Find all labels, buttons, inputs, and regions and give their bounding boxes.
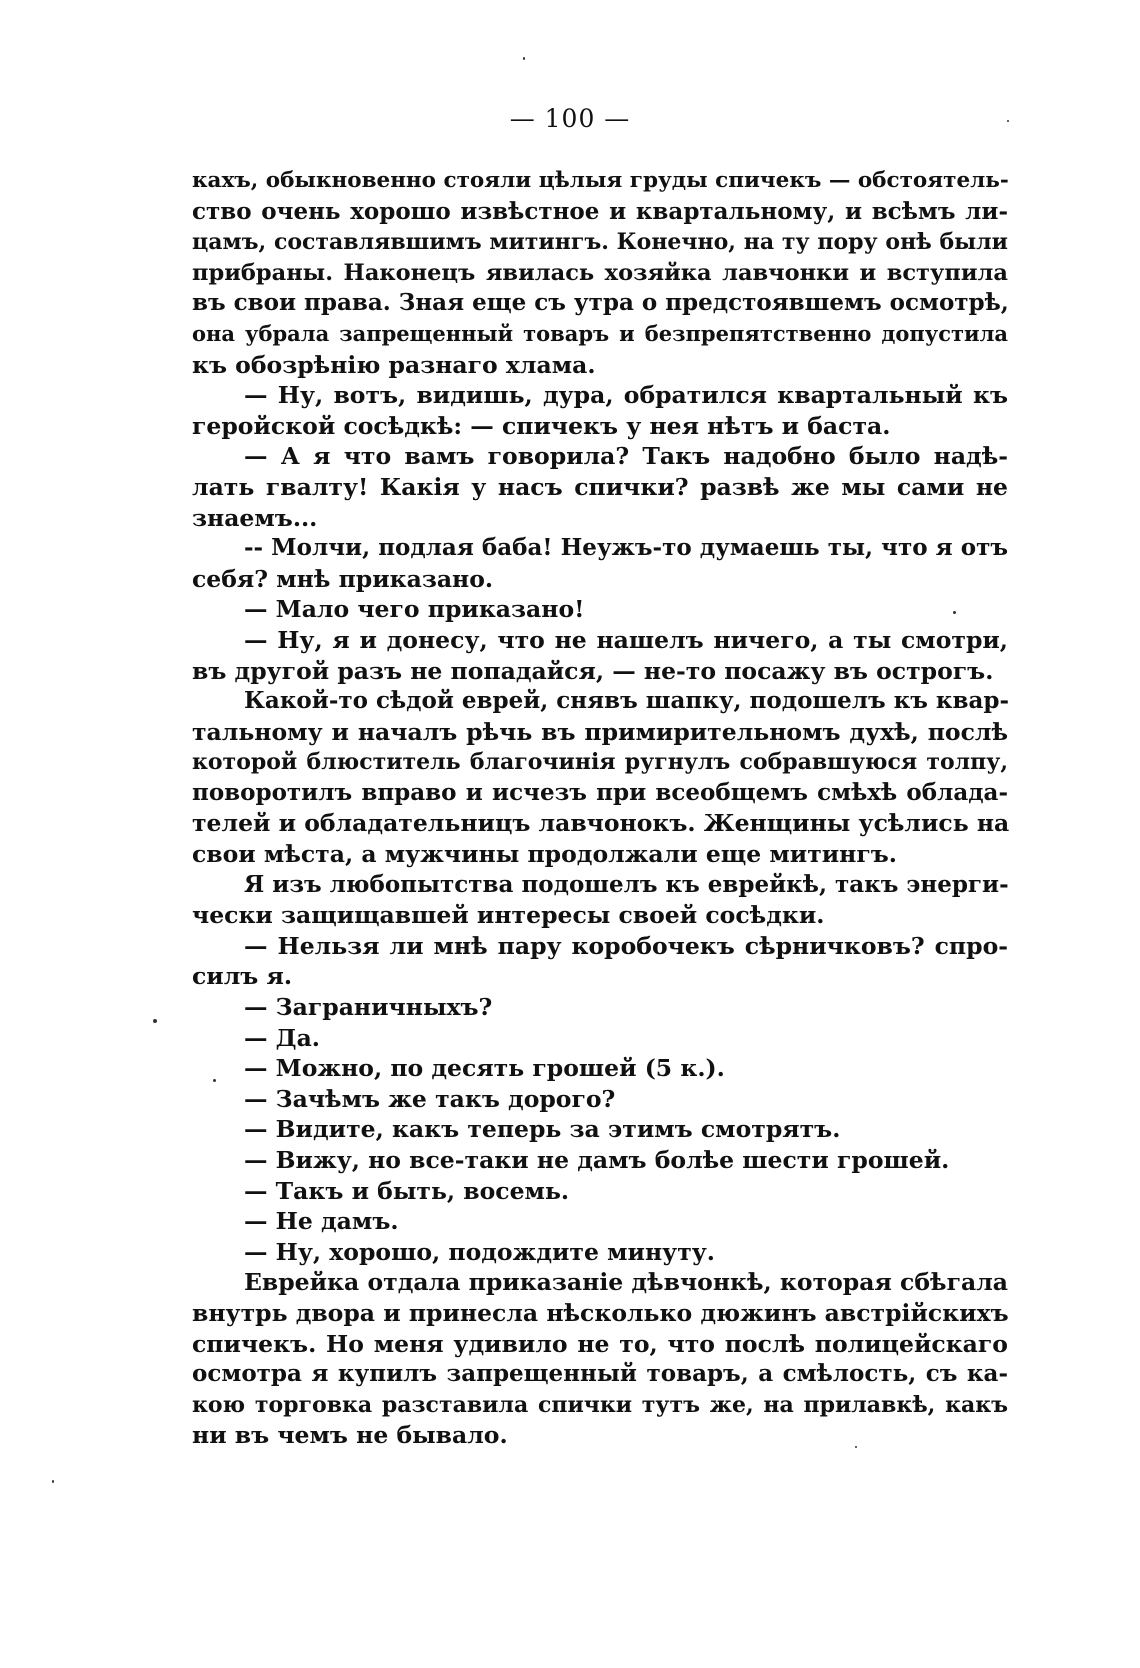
print-speck (855, 1446, 857, 1448)
text-line: — Не дамъ. (244, 1207, 399, 1236)
text-line: лать гвалту! Какія у насъ спички? развѣ же мы сами не (192, 472, 1008, 501)
text-line: знаемъ... (192, 503, 318, 532)
text-line: Я изъ любопытства подошелъ къ еврейкѣ, такъ энерги- (244, 870, 1009, 898)
text-line: — Зачѣмъ же такъ дорого? (244, 1084, 616, 1113)
text-line: — А я что вамъ говорила? Такъ надобно было надѣ- (244, 442, 1008, 471)
text-line: ство очень хорошо извѣстное и квартальному, и всѣмъ ли- (192, 197, 1008, 225)
print-speck (153, 1019, 157, 1023)
text-line: свои мѣста, а мужчины продолжали еще митингъ. (192, 840, 897, 869)
text-line: Еврейка отдала приказаніе дѣвчонкѣ, которая сбѣгала (244, 1268, 1008, 1297)
text-line: чески защищавшей интересы своей сосѣдки. (192, 901, 825, 930)
text-line: — Ну, хорошо, подождите минуту. (244, 1237, 715, 1266)
text-line: силъ я. (192, 962, 293, 991)
text-line: — Можно, по десять грошей (5 к.). (244, 1054, 725, 1083)
text-line: тальному и началъ рѣчь въ примирительномъ духѣ, послѣ (192, 717, 1008, 746)
text-line: въ свои права. Зная еще съ утра о предстоявшемъ осмотрѣ, (192, 289, 1009, 317)
text-line: внутрь двора и принесла нѣсколько дюжинъ австрійскихъ (192, 1298, 1009, 1327)
print-speck (1007, 120, 1009, 122)
text-line: — Нельзя ли мнѣ пару коробочекъ сѣрничковъ? спро- (244, 931, 1008, 960)
body-text (192, 166, 1008, 1451)
text-line: — Вижу, но все-таки не дамъ болѣе шести грошей. (244, 1146, 950, 1174)
text-line: — Такъ и быть, восемь. (244, 1176, 570, 1205)
text-line: она убрала запрещенный товаръ и безпрепятственно допустила (192, 320, 1008, 346)
text-line: телей и обладательницъ лавчонокъ. Женщины усѣлись на (192, 809, 1010, 838)
text-line: геройской сосѣдкѣ: — спичекъ у нея нѣтъ и баста. (192, 411, 891, 440)
text-line: цамъ, составлявшимъ митингъ. Конечно, на ту пору онѣ были (192, 229, 1008, 256)
text-line: къ обозрѣнію разнаго хлама. (192, 350, 596, 379)
text-line: прибраны. Наконецъ явилась хозяйка лавчонки и вступила (192, 259, 1008, 286)
text-line: — Ну, я и донесу, что не нашелъ ничего, а ты смотри, (244, 625, 1008, 654)
text-line: спичекъ. Но меня удивило не то, что послѣ полицейскаго (192, 1329, 1008, 1358)
print-speck (52, 1480, 54, 1483)
text-line: которой блюститель благочинія ругнулъ собравшуюся толпу, (192, 749, 1008, 776)
text-line: ни въ чемъ не бывало. (192, 1421, 508, 1450)
text-line: себя? мнѣ приказано. (192, 564, 494, 593)
text-line: -- Молчи, подлая баба! Неужъ-то думаешь ты, что я отъ (244, 534, 1008, 562)
text-line: — Ну, вотъ, видишь, дура, обратился квартальный къ (244, 381, 1008, 410)
text-line: осмотра я купилъ запрещенный товаръ, а смѣлость, съ ка- (192, 1360, 1008, 1388)
text-line: — Мало чего приказано! (244, 595, 585, 624)
print-speck (953, 611, 956, 614)
text-line: поворотилъ вправо и исчезъ при всеобщемъ смѣхѣ облада- (192, 778, 1008, 806)
text-line: — Да. (244, 1023, 320, 1052)
print-speck (213, 1079, 216, 1082)
text-line: — Заграничныхъ? (244, 993, 493, 1022)
page-number: — 100 — (509, 104, 631, 133)
text-line: — Видите, какъ теперь за этимъ смотрятъ. (244, 1115, 841, 1144)
print-speck (523, 57, 525, 60)
text-line: кою торговка разставила спички тутъ же, на прилавкѣ, какъ (192, 1391, 1008, 1418)
text-line: въ другой разъ не попадайся, — не-то посажу въ острогъ. (192, 656, 994, 685)
text-line: кахъ, обыкновенно стояли цѣлыя груды спичекъ — обстоятель- (192, 168, 1009, 193)
text-line: Какой-то сѣдой еврей, снявъ шапку, подошелъ къ квар- (244, 687, 1010, 715)
